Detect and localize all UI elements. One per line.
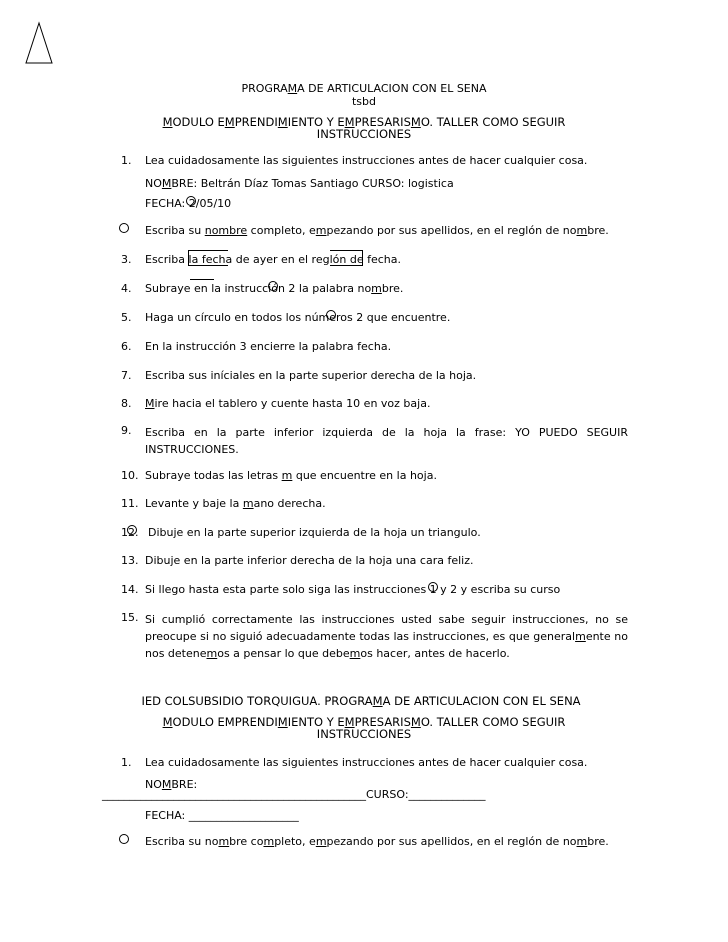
item-text: Lea cuidadosamente las siguientes instrucciones antes de hacer cualquier cosa. (145, 756, 588, 769)
item-text: Escriba sus iníciales en la parte superior derecha de la hoja. (145, 369, 477, 382)
item-number: 13. (121, 554, 139, 567)
item-text: Mire hacia el tablero y cuente hasta 10 en voz baja. (145, 397, 431, 410)
item-number: 4. (121, 282, 132, 295)
item-number: 11. (121, 497, 139, 510)
circled-o (428, 582, 438, 592)
circled-two (127, 525, 137, 535)
item-text: Lea cuidadosamente las siguientes instrucciones antes de hacer cualquier cosa. (145, 154, 588, 167)
tsbd-initials: tsbd (351, 95, 376, 108)
circled-o (268, 281, 278, 291)
item-text: Subraye en la instrucción 2 la palabra nombre. (145, 282, 404, 295)
item-number: 3. (121, 253, 132, 266)
item-number: 14. (121, 583, 139, 596)
circled-two (119, 223, 129, 233)
fecha-filled: FECHA: 2/05/10 (145, 197, 232, 210)
item-number: 12. (121, 526, 139, 539)
module-title: MODULO EMPRENDIMIENTO Y EMPRESARISMO. TALLER COMO SEGUIR INSTRUCCIONES (162, 115, 566, 141)
item-text: Dibuje en la parte superior izquierda de la hoja un triangulo. (148, 526, 481, 539)
overline-mark (190, 279, 214, 280)
item-text: Si llego hasta esta parte solo siga las instrucciones 1 y 2 y escriba su curso (145, 583, 561, 596)
program-title: PROGRAMA DE ARTICULACION CON EL SENA (241, 82, 487, 95)
item-number: 1. (121, 154, 132, 167)
item-number: 10. (121, 469, 139, 482)
item-number: 1. (121, 756, 132, 769)
item-text: Escriba la fecha de ayer en el reglón de fecha. (145, 253, 401, 266)
nombre-filled: NOMBRE: Beltrán Díaz Tomas Santiago CURSO: logistica (145, 177, 454, 190)
item-number: 9. (121, 424, 132, 437)
circled-r (326, 310, 336, 320)
item-text: Escriba en la parte inferior izquierda de la hoja la frase: YO PUEDO SEGUIR INSTRUCCIONES. (145, 426, 628, 456)
circled-two (186, 196, 196, 206)
item-text: Si cumplió correctamente las instrucciones usted sabe seguir instrucciones, no se preocupe si no siguió adecuadamente todas las instrucciones, es que generalmente no nos detenemos a pensar lo que debemos hacer, antes de hacerlo. (145, 613, 628, 660)
item-number: 8. (121, 397, 132, 410)
nombre-curso-line: ________________________________________________CURSO:______________ (102, 788, 486, 801)
item-text: Escriba su nombre completo, empezando por sus apellidos, en el reglón de nombre. (145, 835, 609, 848)
item-number: 15. (121, 611, 139, 624)
item-number: 6. (121, 340, 132, 353)
nombre-label: NOMBRE: (145, 778, 198, 791)
item-text: Dibuje en la parte inferior derecha de la hoja una cara feliz. (145, 554, 474, 567)
triangle-drawing (24, 21, 54, 65)
program-title-2: IED COLSUBSIDIO TORQUIGUA. PROGRAMA DE ARTICULACION CON EL SENA (141, 694, 581, 708)
fecha-line: FECHA: ____________________ (145, 809, 299, 822)
item-number: 5. (121, 311, 132, 324)
fecha-box (188, 250, 228, 266)
item-text: Escriba su nombre completo, empezando por sus apellidos, en el reglón de nombre. (145, 224, 609, 237)
item-text: Subraye todas las letras m que encuentre en la hoja. (145, 469, 437, 482)
item-number: 7. (121, 369, 132, 382)
fecha-box-mark (330, 250, 363, 266)
item-text: Haga un círculo en todos los números 2 que encuentre. (145, 311, 451, 324)
item-text: Levante y baje la mano derecha. (145, 497, 326, 510)
item-text: En la instrucción 3 encierre la palabra fecha. (145, 340, 392, 353)
circled-two (119, 834, 129, 844)
module-title-2: MODULO EMPRENDIMIENTO Y EMPRESARISMO. TALLER COMO SEGUIR INSTRUCCIONES (162, 715, 566, 741)
